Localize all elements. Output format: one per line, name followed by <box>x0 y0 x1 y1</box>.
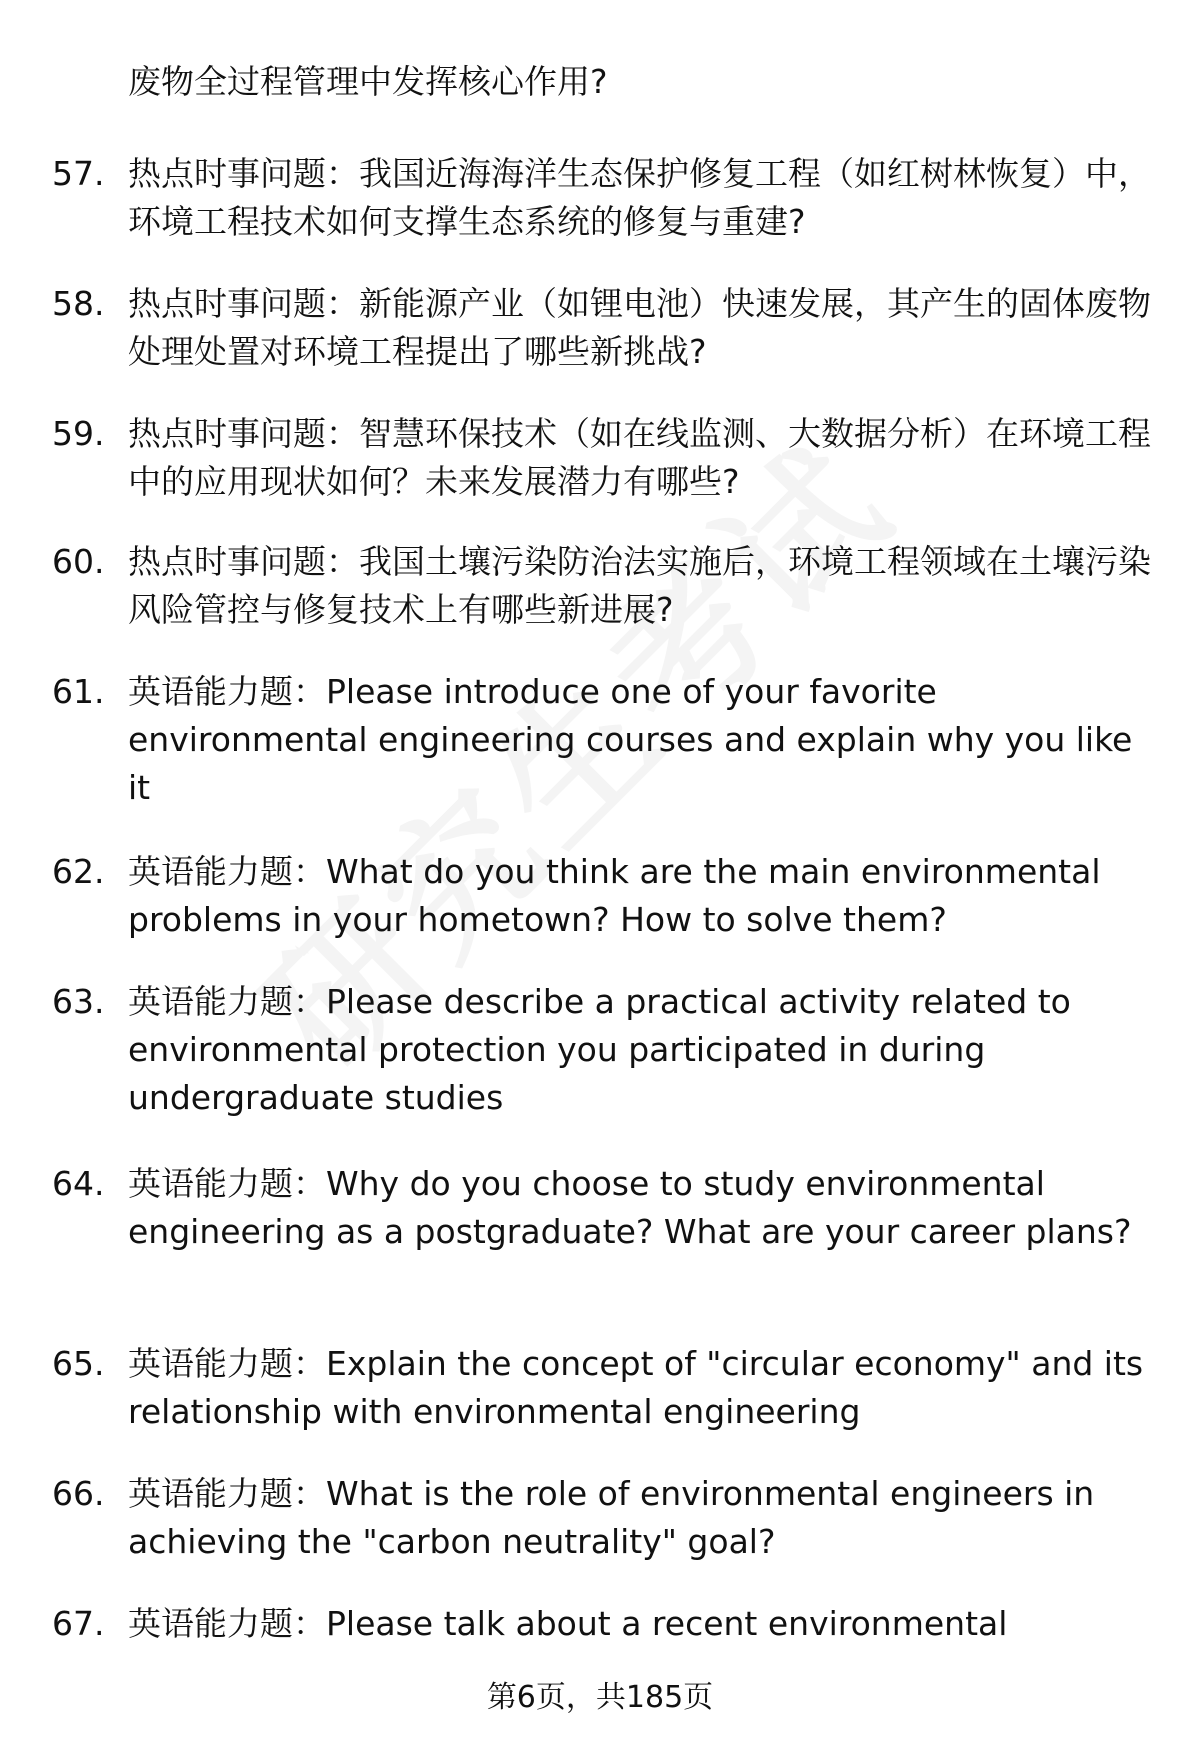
question-text: 英语能力题：Please introduce one of your favorite environmental engineering courses and explain why you like it <box>128 672 1133 807</box>
question-number: 62. <box>52 852 105 891</box>
question-item <box>52 668 1162 812</box>
question-item <box>52 1340 1162 1436</box>
question-number: 65. <box>52 1344 105 1383</box>
question-item <box>52 1600 1162 1648</box>
question-text: 英语能力题：What do you think are the main environmental problems in your hometown? How to solve them? <box>128 852 1101 939</box>
question-text: 英语能力题：Please talk about a recent environmental <box>128 1604 1008 1643</box>
question-item <box>52 978 1162 1122</box>
question-text: 英语能力题：Explain the concept of "circular economy" and its relationship with environmental engineering <box>128 1344 1144 1431</box>
question-item <box>52 538 1162 634</box>
question-number: 64. <box>52 1164 105 1203</box>
question-text: 热点时事问题：我国近海海洋生态保护修复工程（如红树林恢复）中，环境工程技术如何支撑生态系统的修复与重建? <box>128 154 1151 241</box>
question-text: 英语能力题：Why do you choose to study environmental engineering as a postgraduate? What are your career plans? <box>128 1164 1132 1251</box>
question-item <box>52 150 1162 246</box>
question-number: 67. <box>52 1604 105 1643</box>
question-item <box>52 848 1162 944</box>
question-text: 英语能力题：What is the role of environmental engineers in achieving the "carbon neutrality" goal? <box>128 1474 1095 1561</box>
question-number: 59. <box>52 414 105 453</box>
question-number: 63. <box>52 982 105 1021</box>
question-item <box>52 280 1162 376</box>
question-text: 热点时事问题：我国土壤污染防治法实施后，环境工程领域在土壤污染风险管控与修复技术上有哪些新进展? <box>128 542 1151 629</box>
question-number: 66. <box>52 1474 105 1513</box>
question-text: 热点时事问题：新能源产业（如锂电池）快速发展，其产生的固体废物处理处置对环境工程提出了哪些新挑战? <box>128 284 1151 371</box>
question-item <box>52 1160 1162 1256</box>
question-number: 58. <box>52 284 105 323</box>
question-number: 60. <box>52 542 105 581</box>
question-number: 57. <box>52 154 105 193</box>
question-text: 热点时事问题：智慧环保技术（如在线监测、大数据分析）在环境工程中的应用现状如何？未来发展潜力有哪些? <box>128 414 1151 501</box>
question-text: 英语能力题：Please describe a practical activity related to environmental protection you participated in during undergraduate studies <box>128 982 1071 1117</box>
page-footer: 第6页，共185页 <box>486 1680 714 1715</box>
question-item <box>52 1470 1162 1566</box>
continued-question-text: 废物全过程管理中发挥核心作用? <box>128 62 608 101</box>
question-number: 61. <box>52 672 105 711</box>
question-item <box>52 410 1162 506</box>
